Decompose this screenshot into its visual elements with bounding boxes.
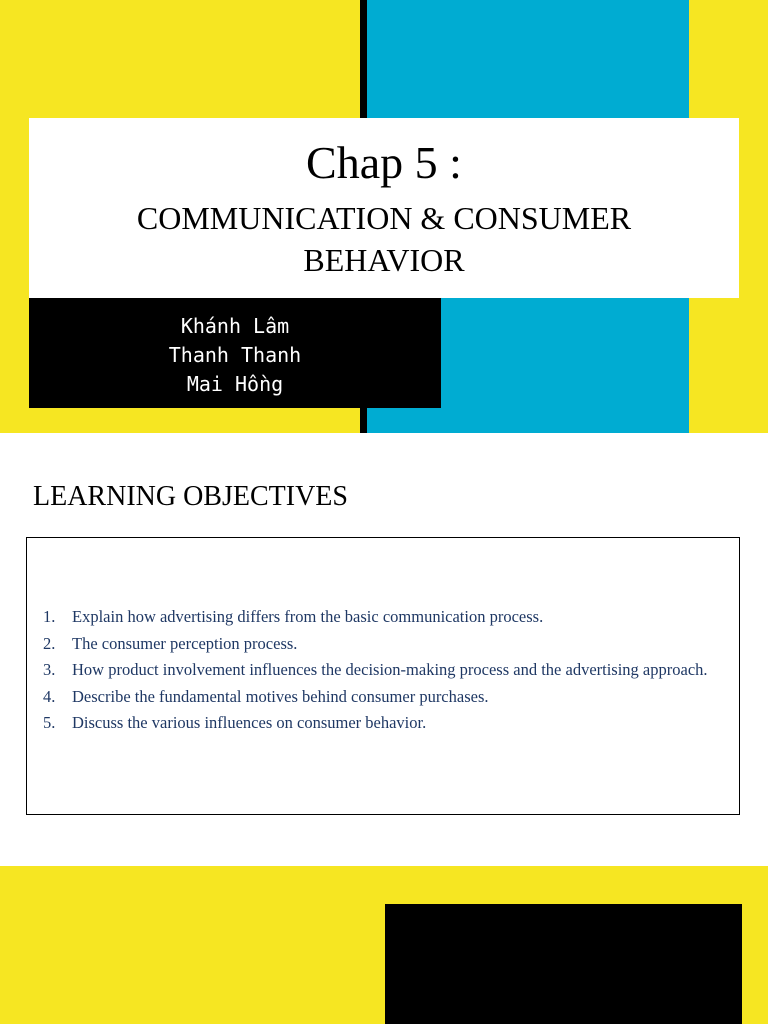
list-number: 1. (43, 607, 56, 626)
list-text: The consumer perception process. (72, 633, 298, 653)
list-number: 5. (43, 713, 56, 732)
author-name: Thanh Thanh (168, 343, 302, 367)
list-text: Discuss the various influences on consumer behavior. (72, 713, 427, 732)
list-item (27, 710, 741, 737)
author-name: Khánh Lâm (180, 314, 290, 338)
author-names (29, 312, 441, 399)
objectives-slide (0, 433, 768, 866)
objectives-list (27, 604, 741, 737)
list-text: Describe the fundamental motives behind consumer purchases. (72, 686, 489, 706)
list-text: Explain how advertising differs from the basic communication process. (72, 607, 544, 626)
author-name: Mai Hồng (186, 372, 284, 396)
list-number: 4. (43, 686, 56, 706)
third-slide-partial (0, 866, 768, 1024)
slide-subtitle: COMMUNICATION & CONSUMER BEHAVIOR (136, 200, 632, 278)
objectives-heading: LEARNING OBJECTIVES (33, 481, 348, 512)
list-text: How product involvement influences the decision-making process and the advertising approach. (72, 660, 708, 679)
list-item (27, 604, 741, 631)
slide-title: Chap 5 : (306, 137, 462, 188)
list-item (27, 631, 741, 658)
list-item (27, 657, 741, 684)
list-number: 2. (43, 633, 56, 653)
title-slide (0, 0, 768, 433)
list-number: 3. (43, 660, 56, 679)
list-item (27, 684, 741, 711)
black-panel (385, 904, 742, 1024)
objectives-box (26, 537, 740, 815)
